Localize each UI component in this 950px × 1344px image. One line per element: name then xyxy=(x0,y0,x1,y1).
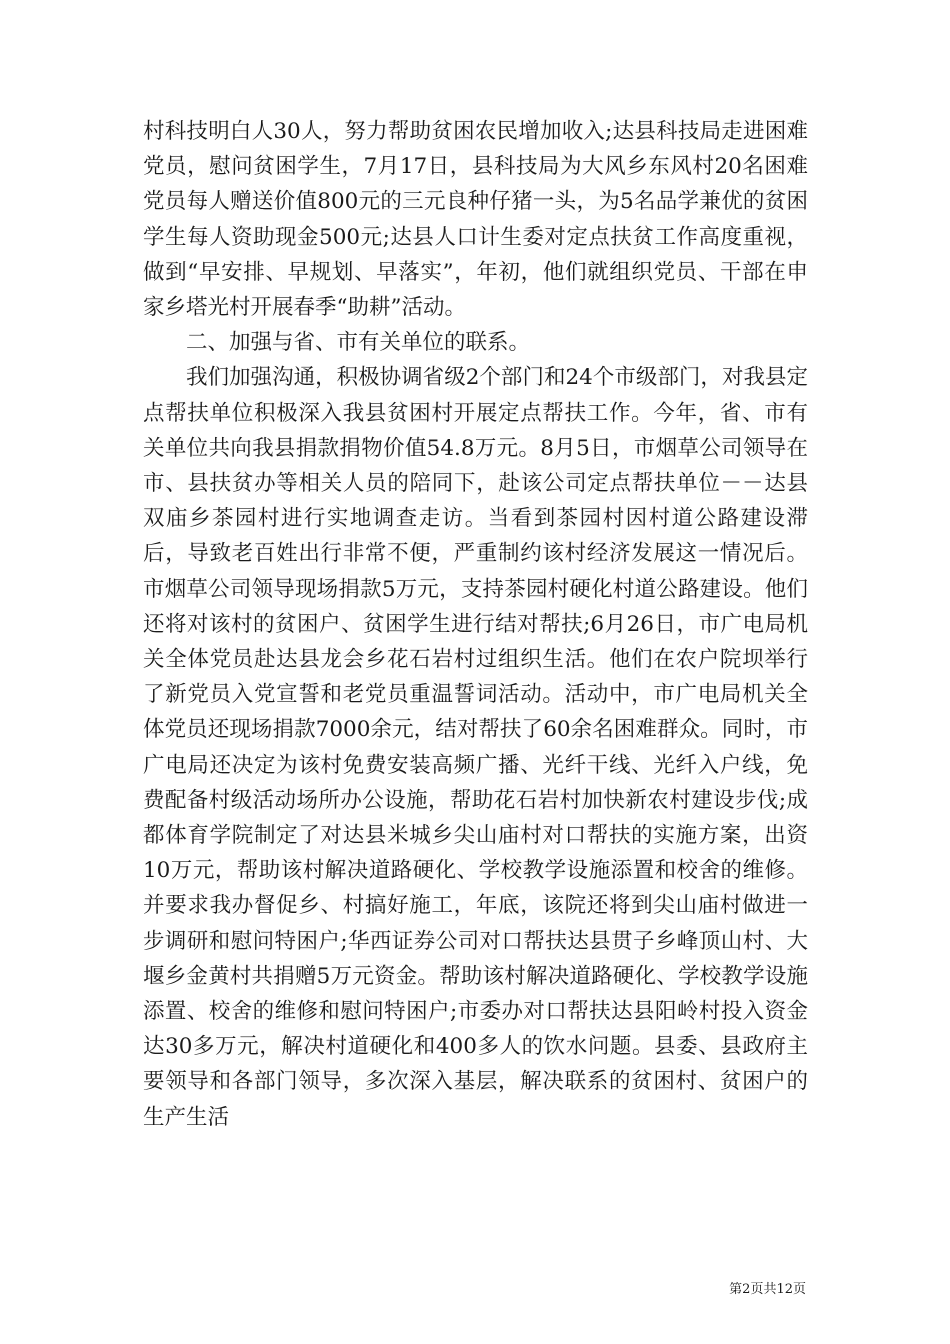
paragraph-3: 我们加强沟通，积极协调省级2个部门和24个市级部门，对我县定点帮扶单位积极深入我县贫困村开展定点帮扶工作。今年，省、市有关单位共向我县捐款捐物价值54.8万元。8月5日，市烟草公司领导在市、县扶贫办等相关人员的陪同下，赴该公司定点帮扶单位－－达县双庙乡茶园村进行实地调查走访。当看到茶园村因村道公路建设滞后，导致老百姓出行非常不便，严重制约该村经济发展这一情况后。市烟草公司领导现场捐款5万元，支持茶园村硬化村道公路建设。他们还将对该村的贫困户、贫困学生进行结对帮扶;6月26日，市广电局机关全体党员赴达县龙会乡花石岩村过组织生活。他们在农户院坝举行了新党员入党宣誓和老党员重温誓词活动。活动中，市广电局机关全体党员还现场捐款7000余元，结对帮扶了60余名困难群众。同时，市广电局还决定为该村免费安装高频广播、光纤干线、光纤入户线，免费配备村级活动场所办公设施，帮助花石岩村加快新农村建设步伐;成都体育学院制定了对达县米城乡尖山庙村对口帮扶的实施方案，出资10万元，帮助该村解决道路硬化、学校教学设施添置和校舍的维修。并要求我办督促乡、村搞好施工，年底，该院还将到尖山庙村做进一步调研和慰问特困户;华西证券公司对口帮扶达县贯子乡峰顶山村、大堰乡金黄村共捐赠5万元资金。帮助该村解决道路硬化、学校教学设施添置、校舍的维修和慰问特困户;市委办对口帮扶达县阳岭村投入资金达30多万元，解决村道硬化和400多人的饮水问题。县委、县政府主要领导和各部门领导，多次深入基层，解决联系的贫困村、贫困户的生产生活 xyxy=(143,365,808,1130)
paragraph-1: 村科技明白人30人，努力帮助贫困农民增加收入;达县科技局走进困难党员，慰问贫困学生，7月17日，县科技局为大风乡东风村20名困难党员每人赠送价值800元的三元良种仔猪一头，为5名品学兼优的贫困学生每人资助现金500元;达县人口计生委对定点扶贫工作高度重视，做到“早安排、早规划、早落实”，年初，他们就组织党员、干部在申家乡塔光村开展春季“助耕”活动。 xyxy=(143,119,808,321)
document-body xyxy=(143,114,808,1135)
page-number: 第2页共12页 xyxy=(729,1282,806,1297)
section-heading: 二、加强与省、市有关单位的联系。 xyxy=(186,330,531,356)
